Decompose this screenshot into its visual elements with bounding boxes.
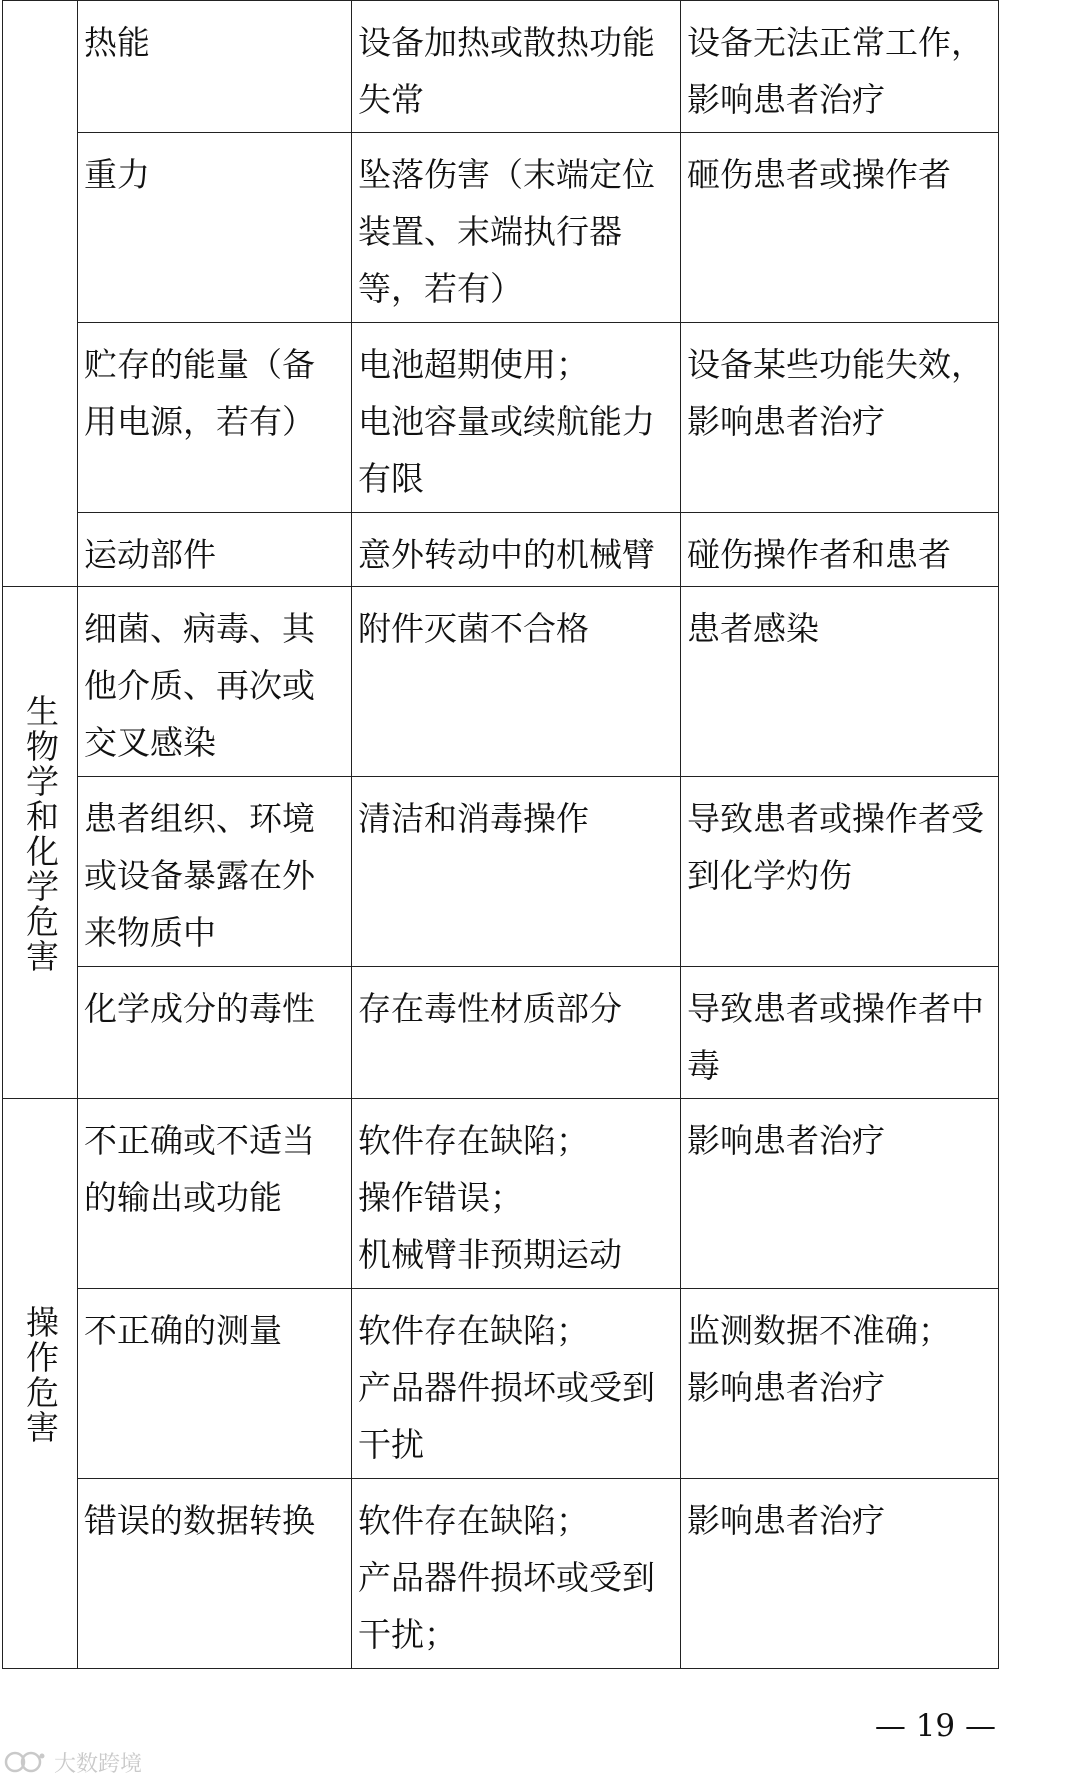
cause-cell: [352, 1, 681, 133]
hazard-text: 运动部件: [84, 535, 216, 574]
cause-text: 设备加热或散热功能失常: [358, 23, 655, 119]
table-row: [3, 967, 999, 1099]
cause-text: 产品器件损坏或受到干扰；: [358, 1558, 655, 1654]
hazard-table: [2, 0, 999, 1669]
hazard-text: 患者组织、环境或设备暴露在外来物质中: [84, 799, 315, 952]
effect-text: 设备某些功能失效，影响患者治疗: [687, 345, 984, 441]
page-number: — 19 —: [874, 1708, 996, 1744]
effect-text: 导致患者或操作者中毒: [687, 989, 984, 1085]
watermark-text: 大数跨境: [54, 1751, 143, 1777]
effect-text: 影响患者治疗: [687, 1121, 885, 1160]
hazard-cell: [78, 587, 352, 777]
cause-text: 电池容量或续航能力有限: [358, 402, 655, 498]
effect-text: 碰伤操作者和患者: [687, 535, 951, 574]
cause-cell: [352, 1099, 681, 1289]
effect-text: 砸伤患者或操作者: [687, 155, 951, 194]
cause-text: 产品器件损坏或受到干扰: [358, 1368, 655, 1464]
cause-text: 意外转动中的机械臂: [358, 535, 655, 574]
watermark: [4, 1746, 142, 1778]
hazard-table-body: [3, 1, 999, 1669]
hazard-text: 重力: [84, 155, 150, 194]
category-cell: [3, 587, 78, 1099]
effect-cell: [681, 1099, 999, 1289]
cause-cell: [352, 133, 681, 323]
cause-text: 软件存在缺陷；: [358, 1121, 589, 1160]
effect-cell: [681, 133, 999, 323]
effect-cell: [681, 967, 999, 1099]
category-cell: [3, 1, 78, 587]
hazard-text: 贮存的能量（备用电源，若有）: [84, 345, 315, 441]
effect-cell: [681, 513, 999, 587]
effect-text: 患者感染: [687, 609, 819, 648]
table-row: [3, 1, 999, 133]
hazard-text: 细菌、病毒、其他介质、再次或交叉感染: [84, 609, 315, 762]
cause-cell: [352, 587, 681, 777]
cause-text: 软件存在缺陷；: [358, 1311, 589, 1350]
hazard-cell: [78, 323, 352, 513]
table-row: [3, 777, 999, 967]
cause-cell: [352, 967, 681, 1099]
effect-cell: [681, 323, 999, 513]
table-row: [3, 1099, 999, 1289]
cause-cell: [352, 777, 681, 967]
table-row: [3, 323, 999, 513]
double-circle-logo-icon: [4, 1749, 48, 1775]
effect-text: 设备无法正常工作，影响患者治疗: [687, 23, 984, 119]
effect-cell: [681, 777, 999, 967]
cause-text: 坠落伤害（末端定位装置、末端执行器等，若有）: [358, 155, 655, 308]
cause-text: 机械臂非预期运动: [358, 1235, 622, 1274]
cause-text: 操作错误；: [358, 1178, 523, 1217]
hazard-text: 不正确或不适当的输出或功能: [84, 1121, 315, 1217]
cause-cell: [352, 323, 681, 513]
table-row: [3, 587, 999, 777]
cause-cell: [352, 1479, 681, 1669]
hazard-cell: [78, 1479, 352, 1669]
cause-text: 软件存在缺陷；: [358, 1501, 589, 1540]
cause-text: 存在毒性材质部分: [358, 989, 622, 1028]
hazard-text: 热能: [84, 23, 150, 62]
hazard-cell: [78, 513, 352, 587]
effect-cell: [681, 1479, 999, 1669]
hazard-text: 错误的数据转换: [84, 1501, 315, 1540]
cause-cell: [352, 513, 681, 587]
cause-cell: [352, 1289, 681, 1479]
hazard-cell: [78, 777, 352, 967]
hazard-cell: [78, 1289, 352, 1479]
effect-text: 影响患者治疗: [687, 1501, 885, 1540]
effect-cell: [681, 587, 999, 777]
effect-cell: [681, 1289, 999, 1479]
table-row: [3, 513, 999, 587]
category-label: 操作危害: [21, 1305, 60, 1445]
effect-cell: [681, 1, 999, 133]
table-row: [3, 1479, 999, 1669]
effect-text: 导致患者或操作者受到化学灼伤: [687, 799, 984, 895]
cause-text: 清洁和消毒操作: [358, 799, 589, 838]
cause-text: 附件灭菌不合格: [358, 609, 589, 648]
effect-text: 影响患者治疗: [687, 1368, 885, 1407]
hazard-text: 化学成分的毒性: [84, 989, 315, 1028]
hazard-cell: [78, 133, 352, 323]
category-cell: [3, 1099, 78, 1669]
cause-text: 电池超期使用；: [358, 345, 589, 384]
table-row: [3, 1289, 999, 1479]
category-label: 生物学和化学危害: [21, 694, 60, 974]
hazard-cell: [78, 1099, 352, 1289]
hazard-cell: [78, 967, 352, 1099]
table-row: [3, 133, 999, 323]
hazard-cell: [78, 1, 352, 133]
hazard-text: 不正确的测量: [84, 1311, 282, 1350]
effect-text: 监测数据不准确；: [687, 1311, 951, 1350]
